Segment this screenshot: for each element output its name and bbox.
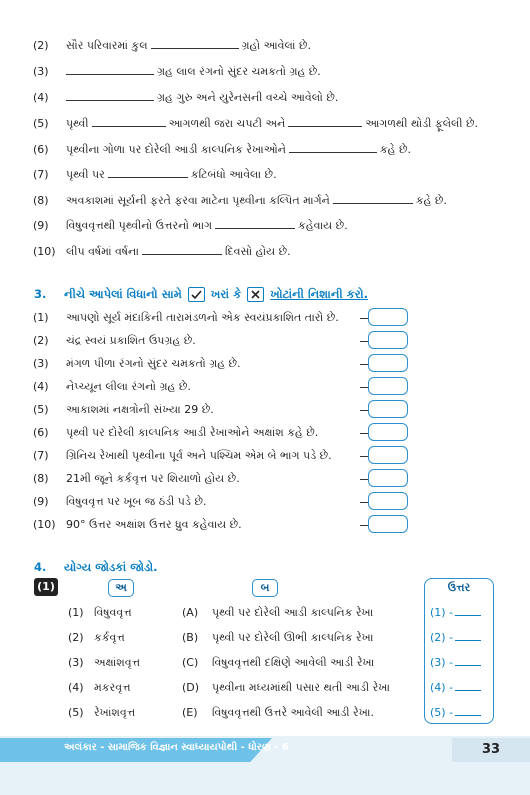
column-a-item: અક્ષાંશવૃત્ત	[94, 656, 141, 669]
item-text: ગ્રહ ગુરુ અને યુરેનસની વચ્ચે આવેલો છે.	[157, 91, 339, 104]
blank-line[interactable]	[333, 194, 413, 204]
dash	[360, 456, 368, 457]
dash	[360, 410, 368, 411]
answer-box[interactable]	[368, 515, 408, 533]
dash	[360, 433, 368, 434]
item-number: (5)	[33, 403, 49, 416]
item-number: (3)	[33, 357, 49, 370]
section-number: 4.	[34, 560, 47, 574]
blank-line[interactable]	[289, 143, 377, 153]
blank-line[interactable]	[142, 245, 222, 255]
answer-blank[interactable]	[455, 656, 481, 666]
item-text: અવકાશમાં સૂર્યની ફરતે ફરવા માટેના પૃથ્વીના કલ્પિત માર્ગને	[66, 194, 330, 207]
item-number: (10)	[33, 245, 56, 258]
item-text: ગ્રહ લાલ રંગનો સુંદર ચમકતો ગ્રહ છે.	[157, 65, 321, 78]
item-text: સૌર પરિવારમાં કુલ	[66, 39, 148, 52]
item-text: વિષુવવૃત્તથી પૃથ્વીનો ઉત્તરનો ભાગ	[66, 219, 213, 232]
blank-line[interactable]	[108, 168, 188, 178]
answer-box[interactable]	[368, 354, 408, 372]
column-a-item: મકરવૃત્ત	[94, 681, 131, 694]
row-number: (4)	[68, 681, 84, 694]
row-key: (E)	[182, 706, 198, 719]
section-3-heading	[34, 287, 368, 302]
column-a-label: અ	[108, 579, 134, 597]
dash	[360, 387, 368, 388]
item-text: પૃથ્વી પર	[66, 168, 105, 181]
item-number: (3)	[33, 65, 49, 78]
item-number: (8)	[33, 194, 49, 207]
item-text: કહે છે.	[415, 194, 447, 207]
item-text: ગ્રહો આવેલાં છે.	[241, 39, 311, 52]
dash	[360, 364, 368, 365]
column-b-item: વિષુવવૃત્તથી ઉત્તરે આવેલી આડી રેખા.	[212, 706, 374, 719]
column-b-item: પૃથ્વી પર દોરેલી ઊભી કાલ્પનિક રેખા	[212, 631, 374, 644]
answer-box[interactable]	[368, 446, 408, 464]
item-text: લીપ વર્ષમાં વર્ષના	[66, 245, 139, 258]
item-text: મંગળ પીળા રંગનો સુંદર ચમકતો ગ્રહ છે.	[66, 357, 241, 370]
item-text: પૃથ્વીના ગોળા પર દોરેલી આડી કાલ્પનિક રેખાઓને	[66, 143, 286, 156]
cross-box-icon	[247, 287, 264, 302]
dash	[360, 479, 368, 480]
column-b-item: પૃથ્વીના મધ્યમાંથી પસાર થતી આડી રેખા	[212, 681, 391, 694]
answer-box[interactable]	[368, 400, 408, 418]
answer-box[interactable]	[368, 423, 408, 441]
blank-line[interactable]	[92, 117, 166, 127]
item-text: ગ્રિનિચ રેખાથી પૃથ્વીના પૂર્વ અને પશ્ચિમ એમ બે ભાગ પડે છે.	[66, 449, 332, 462]
item-text: 90° ઉત્તર અક્ષાંશ ઉત્તર ધ્રુવ કહેવાય છે.	[66, 518, 242, 531]
item-number: (5)	[33, 117, 49, 130]
item-number: (6)	[33, 143, 49, 156]
item-text: કહેવાય છે.	[298, 219, 348, 232]
row-key: (B)	[182, 631, 199, 644]
item-text: પૃથ્વી પર દોરેલી કાલ્પનિક આડી રેખાઓને અક્ષાંશ કહે છે.	[66, 426, 319, 439]
answer-label: (1) -	[430, 606, 454, 619]
answer-label: (4) -	[430, 681, 454, 694]
item-number: (1)	[33, 311, 49, 324]
section-title-b: ખરાં કે	[210, 287, 242, 301]
item-text: દિવસો હોય છે.	[224, 245, 291, 258]
blank-line[interactable]	[66, 65, 154, 75]
item-text: કહે છે.	[379, 143, 411, 156]
column-b-label: બ	[252, 579, 278, 597]
section-title-c: ખોટાંની નિશાની કરો.	[270, 287, 368, 301]
answer-slot-5[interactable]	[430, 706, 481, 719]
blank-line[interactable]	[151, 39, 239, 49]
column-a-item: વિષુવવૃત્ત	[94, 606, 132, 619]
item-text: કટિબંધો આવેલા છે.	[190, 168, 277, 181]
answer-box[interactable]	[368, 492, 408, 510]
answer-panel	[424, 578, 494, 724]
answer-label: (3) -	[430, 656, 454, 669]
item-number: (4)	[33, 380, 49, 393]
item-number: (6)	[33, 426, 49, 439]
item-text: 21મી જૂને કર્કવૃત્ત પર શિયાળો હોય છે.	[66, 472, 240, 485]
dash	[360, 502, 368, 503]
item-number: (7)	[33, 168, 49, 181]
blank-line[interactable]	[215, 219, 295, 229]
answer-label: (5) -	[430, 706, 454, 719]
question-badge: (1)	[34, 578, 58, 596]
blank-line[interactable]	[66, 91, 154, 101]
item-number: (8)	[33, 472, 49, 485]
answer-box[interactable]	[368, 377, 408, 395]
answer-blank[interactable]	[455, 606, 481, 616]
row-number: (1)	[68, 606, 84, 619]
item-number: (2)	[33, 39, 49, 52]
page-number: 33	[452, 738, 530, 762]
section-title-a: નીચે આપેલાં વિધાનો સામે	[64, 287, 182, 301]
dash	[360, 318, 368, 319]
section-4-heading	[34, 560, 158, 575]
item-number: (9)	[33, 219, 49, 232]
item-number: (4)	[33, 91, 49, 104]
row-key: (C)	[182, 656, 199, 669]
answer-slot-3[interactable]	[430, 656, 481, 669]
answer-box[interactable]	[368, 308, 408, 326]
item-number: (9)	[33, 495, 49, 508]
answer-box[interactable]	[368, 331, 408, 349]
blank-line[interactable]	[288, 117, 362, 127]
item-number: (10)	[33, 518, 56, 531]
item-text: નેપ્ચ્યૂન લીલા રંગનો ગ્રહ છે.	[66, 380, 191, 393]
answer-label: (2) -	[430, 631, 454, 644]
item-text: ચંદ્ર સ્વયં પ્રકાશિત ઉપગ્રહ છે.	[66, 334, 196, 347]
item-text: આગળથી જરા ચપટી અને	[168, 117, 286, 130]
column-a-item: રેખાંશવૃત્ત	[94, 706, 136, 719]
item-text: પૃથ્વી	[66, 117, 89, 130]
answer-slot-2[interactable]	[430, 631, 481, 644]
row-number: (2)	[68, 631, 84, 644]
tick-box-icon	[188, 287, 205, 302]
item-text: આપણો સૂર્ય મંદાકિની તારામંડળનો એક સ્વયંપ્રકાશિત તારો છે.	[66, 311, 339, 324]
section-title: યોગ્ય જોડકાં જોડો.	[64, 560, 158, 574]
row-number: (3)	[68, 656, 84, 669]
item-text: આકાશમાં નક્ષત્રોની સંખ્યા 29 છે.	[66, 403, 214, 416]
column-b-item: પૃથ્વી પર દોરેલી આડી કાલ્પનિક રેખા	[212, 606, 374, 619]
answer-slot-4[interactable]	[430, 681, 481, 694]
row-number: (5)	[68, 706, 84, 719]
answer-blank[interactable]	[455, 631, 481, 641]
answer-blank[interactable]	[455, 706, 481, 716]
section-number: 3.	[34, 287, 47, 301]
item-text: આગળથી થોડી ફૂલેલી છે.	[365, 117, 478, 130]
column-a-item: કર્કવૃત્ત	[94, 631, 125, 644]
item-number: (2)	[33, 334, 49, 347]
item-text: વિષુવવૃત્ત પર ખૂબ જ ઠંડી પડે છે.	[66, 495, 207, 508]
column-b-item: વિષુવવૃત્તથી દક્ષિણે આવેલી આડી રેખા	[212, 656, 375, 669]
row-key: (A)	[182, 606, 199, 619]
dash	[360, 341, 368, 342]
answer-slot-1[interactable]	[430, 606, 481, 619]
row-key: (D)	[182, 681, 200, 694]
answer-heading: ઉત્તર	[447, 581, 471, 594]
dash	[360, 525, 368, 526]
footer-title: અલંકાર - સામાજિક વિજ્ઞાન સ્વાધ્યાયપોથી - ધોરણ - 6	[64, 742, 289, 753]
answer-blank[interactable]	[455, 681, 481, 691]
item-number: (7)	[33, 449, 49, 462]
answer-box[interactable]	[368, 469, 408, 487]
